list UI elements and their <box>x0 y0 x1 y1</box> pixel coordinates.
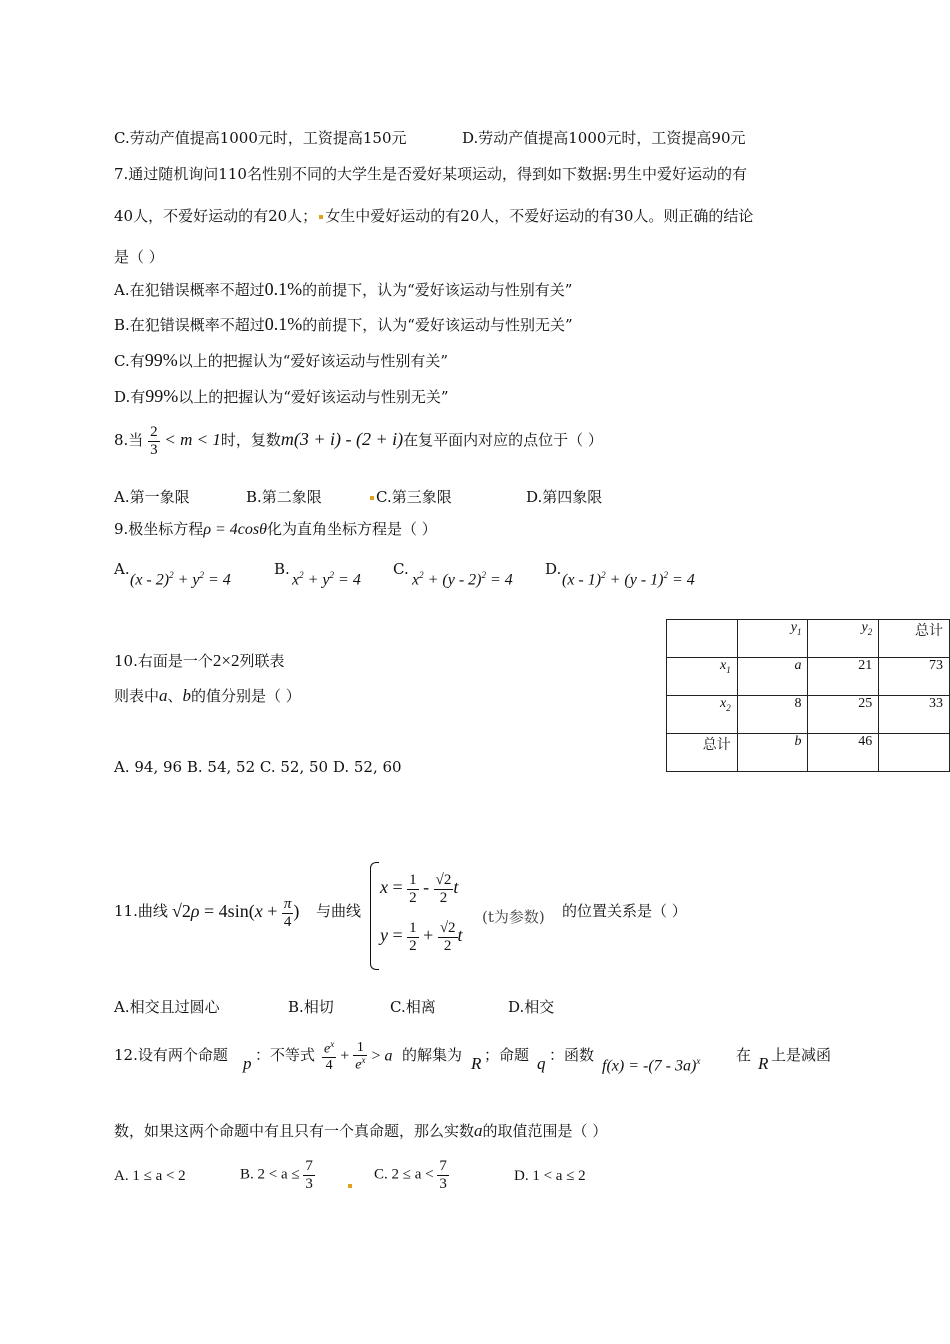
table-cell: 25 <box>808 696 879 734</box>
q12-t4: ：函数 <box>549 1046 595 1064</box>
q10-stem-line2 <box>114 685 301 706</box>
table-header-y2: $y_2$ <box>808 620 879 658</box>
table-cell: a <box>737 658 808 696</box>
q12-b-frac <box>303 1158 315 1192</box>
q7-a-val: 0.1% <box>264 279 303 299</box>
q9-option-c-label: C. <box>393 560 409 578</box>
q6-option-d: D.劳动产值提高1000元时，工资提高90元 <box>462 129 746 147</box>
q6-option-c: C.劳动产值提高1000元时，工资提高150元 <box>114 129 407 147</box>
q10-line2-pre: 则表中 <box>114 687 160 705</box>
q12-inequality: $\frac{e^x}{4}$ + $\frac{1}{e^x}$ > a <box>324 1039 393 1074</box>
table-row-label: 总计 <box>667 734 738 772</box>
q8-option-d: D.第四象限 <box>526 488 603 506</box>
table-row-label: $x_2$ <box>667 696 738 734</box>
q9-option-a-label: A. <box>114 560 130 578</box>
q12-p: p <box>243 1054 252 1073</box>
q12-c-frac-num: 7 <box>439 1158 447 1174</box>
q9-option-c-eq: $x^2 + (y - 2)^2 = 4$ <box>412 570 513 589</box>
table-cell <box>667 620 738 658</box>
q11-option-b: B.相切 <box>288 998 334 1016</box>
q7-line2-b: 女生中爱好运动的有20人，不爱好运动的有30人。则正确的结论 <box>325 207 754 225</box>
q10-line1-pre: 10.右面是一个 <box>114 652 213 670</box>
q7-b-pre: B.在犯错误概率不超过 <box>114 316 265 334</box>
q11-eq-x: x = $\frac{1}{2}$ - $\frac{√2}{2}$ t <box>380 872 459 906</box>
q7-a-pre: A.在犯错误概率不超过 <box>114 281 265 299</box>
q7-option-a <box>114 279 572 300</box>
mark-dot <box>370 496 374 500</box>
q12-b-frac-den: 3 <box>305 1175 313 1192</box>
q10-line2-post: 的值分别是（ ） <box>191 687 301 705</box>
q10-options: A. 94, 96 B. 54, 52 C. 52, 50 D. 52, 60 <box>114 758 402 776</box>
contingency-table <box>666 619 950 772</box>
q7-b-val: 0.1% <box>264 314 303 334</box>
q7-stem-line2 <box>114 205 753 226</box>
q12-q: q <box>537 1054 546 1073</box>
q11-eq-y: y = $\frac{1}{2}$ + $\frac{√2}{2}$ t <box>380 920 463 954</box>
q9-option-a-eq: $(x - 2)^2 + y^2 = 4$ <box>130 570 231 589</box>
q11-option-c: C.相离 <box>390 998 436 1016</box>
table-cell: 33 <box>879 696 950 734</box>
q10-stem-line1 <box>114 650 284 671</box>
table-cell: 46 <box>808 734 879 772</box>
q12-func: f(x) = -(7 - 3a)$^x$ <box>602 1056 701 1075</box>
q7-option-d <box>114 386 449 407</box>
q8-stem <box>114 424 603 458</box>
table-row-label: $x_1$ <box>667 658 738 696</box>
q7-option-b <box>114 314 573 335</box>
q12-func-expr: f(x) = -(7 - 3a) <box>602 1057 697 1075</box>
q12-option-b <box>240 1158 315 1192</box>
q9-eq: ρ = 4cosθ <box>203 521 267 538</box>
q12-option-a: A. 1 ≤ a < 2 <box>114 1168 186 1184</box>
q12-b-frac-num: 7 <box>305 1158 313 1174</box>
table-row <box>667 658 950 696</box>
q9-stem <box>114 518 437 539</box>
q9-option-d-label: D. <box>545 560 562 578</box>
q12-pre: 12.设有两个命题 <box>114 1046 228 1064</box>
table-header-total: 总计 <box>879 620 950 658</box>
mark-dot <box>319 215 323 219</box>
q7-a-post: 的前提下，认为“爱好该运动与性别有关” <box>302 281 573 299</box>
q12-t1: ：不等式 <box>255 1046 316 1064</box>
q11-curve1: √2ρ = 4sin(x + $\frac{\pi}{4}$ ) <box>172 896 300 930</box>
q12-stem-line2 <box>114 1120 607 1141</box>
q8-option-c <box>368 486 452 507</box>
q12-R2: R <box>758 1054 769 1073</box>
q8-pre: 8.当 <box>114 431 144 449</box>
q10-line1-post: 列联表 <box>239 652 285 670</box>
table-row <box>667 620 950 658</box>
q12-c-pre: C. 2 ≤ a < <box>374 1166 434 1183</box>
system-brace <box>370 862 379 970</box>
q7-d-pre: D.有 <box>114 388 146 406</box>
q8-frac-num: 2 <box>150 424 158 440</box>
q9-post: 化为直角坐标方程是（ ） <box>266 520 437 538</box>
q12-c-frac <box>437 1158 449 1192</box>
q11-mid: 与曲线 <box>316 902 362 920</box>
q12-t6: 上是减函 <box>771 1046 832 1064</box>
q8-expr: m(3 + i) - (2 + i) <box>280 429 404 449</box>
q12-t5: 在 <box>736 1046 752 1064</box>
q12-R: R <box>471 1054 482 1073</box>
q12-option-c <box>374 1158 449 1192</box>
q7-line2-a: 40人，不爱好运动的有20人； <box>114 207 318 225</box>
q8-option-a: A.第一象限 <box>114 488 190 506</box>
table-cell: b <box>737 734 808 772</box>
q10-var-a: a <box>159 686 168 705</box>
q8-post: 在复平面内对应的点位于（ ） <box>403 431 603 449</box>
mark-dot <box>348 1184 352 1188</box>
q11-option-a: A.相交且过圆心 <box>114 998 220 1016</box>
q12-line2-post: 的取值范围是（ ） <box>482 1122 608 1140</box>
q7-stem-line3: 是（ ） <box>114 248 164 266</box>
q8-frac-den: 3 <box>150 441 158 458</box>
table-header-y1: $y_1$ <box>737 620 808 658</box>
q7-d-val: 99% <box>145 386 179 406</box>
table-row <box>667 696 950 734</box>
q12-b-pre: B. 2 < a ≤ <box>240 1166 300 1183</box>
q8-option-b: B.第二象限 <box>246 488 322 506</box>
q7-option-c <box>114 350 448 371</box>
q11-post: 的位置关系是（ ） <box>562 902 687 920</box>
q7-b-post: 的前提下，认为“爱好该运动与性别无关” <box>302 316 573 334</box>
q12-c-frac-den: 3 <box>439 1175 447 1192</box>
q9-option-b-eq: $x^2 + y^2 = 4$ <box>292 570 361 589</box>
q10-var-b: b <box>182 686 192 705</box>
q12-line2-pre: 数，如果这两个命题中有且只有一个真命题，那么实数 <box>114 1122 475 1140</box>
q8-c-label: C.第三象限 <box>376 488 452 506</box>
q8-mid: 时，复数 <box>220 431 281 449</box>
mark-dot-wrap <box>346 1176 354 1194</box>
table-cell: 21 <box>808 658 879 696</box>
q12-t3: ；命题 <box>484 1046 530 1064</box>
table-cell <box>879 734 950 772</box>
table-row <box>667 734 950 772</box>
q10-sep: 、 <box>167 687 183 705</box>
q8-fraction <box>148 424 160 458</box>
q11-option-d: D.相交 <box>508 998 555 1016</box>
q7-c-val: 99% <box>144 350 178 370</box>
table-cell: 73 <box>879 658 950 696</box>
q12-t2: 的解集为 <box>402 1046 463 1064</box>
q7-d-post: 以上的把握认为“爱好该运动与性别无关” <box>178 388 449 406</box>
q9-pre: 9.极坐标方程 <box>114 520 204 538</box>
q12-line2-var: a <box>474 1121 483 1140</box>
q10-line1-val: 2×2 <box>212 651 240 670</box>
table-cell: 8 <box>737 696 808 734</box>
q9-option-b-label: B. <box>274 560 290 578</box>
q8-inequality: < m < 1 <box>164 430 221 449</box>
q12-option-d: D. 1 < a ≤ 2 <box>514 1168 586 1184</box>
q7-c-post: 以上的把握认为“爱好该运动与性别有关” <box>177 352 449 370</box>
q11-param: (t为参数) <box>482 908 545 926</box>
q9-option-d-eq: (x - 1)$^2$ + (y - 1)$^2$ = 4 <box>562 570 695 589</box>
q7-stem-line1: 7.通过随机询问110名性别不同的大学生是否爱好某项运动，得到如下数据:男生中爱好运动的有 <box>114 165 747 183</box>
q7-c-pre: C.有 <box>114 352 145 370</box>
q11-pre: 11.曲线 <box>114 902 168 920</box>
